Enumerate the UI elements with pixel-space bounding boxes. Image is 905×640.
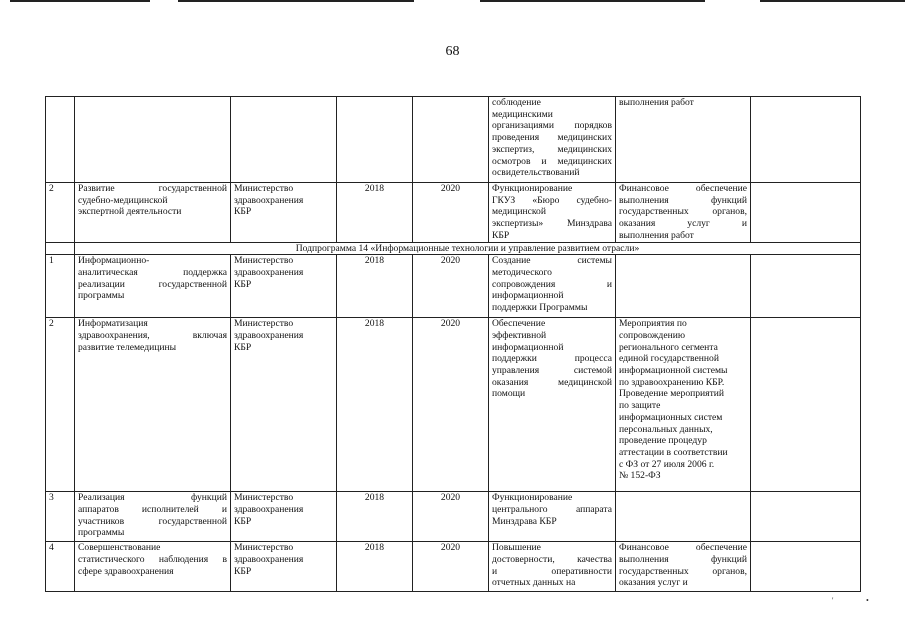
link-cell xyxy=(616,542,751,592)
text-line: здравоохранения xyxy=(234,329,304,341)
text-line: Проведение мероприятий xyxy=(619,388,725,400)
link-cell xyxy=(616,492,751,542)
text-line: сфере здравоохранения xyxy=(78,565,174,577)
text-line: Создание системы xyxy=(492,255,612,267)
text-line: сопровождению xyxy=(619,329,686,341)
text-line: по защите xyxy=(619,400,661,412)
text-line: отчетных данных на xyxy=(492,577,576,589)
text-line: здравоохранения, включая xyxy=(78,329,227,341)
text-line: информационных систем xyxy=(619,411,723,423)
start-year-cell xyxy=(337,97,413,183)
text-line: развитие телемедицины xyxy=(78,341,177,353)
text-line: программы xyxy=(78,527,125,539)
text-line: оказания услуг и xyxy=(619,577,688,589)
page-number: 68 xyxy=(445,44,460,59)
table-row xyxy=(46,492,861,542)
text-line: участников государственной xyxy=(78,515,227,527)
top-rule-4 xyxy=(760,0,905,2)
text-line: аппаратов исполнителей и xyxy=(78,503,227,515)
start-year-cell: 2018 xyxy=(337,492,413,542)
text-line: Информатизация xyxy=(78,318,148,330)
executor-cell xyxy=(231,183,337,243)
measure-name-cell xyxy=(75,255,231,318)
text-line: Обеспечение xyxy=(492,318,546,330)
empty-cell xyxy=(751,183,861,243)
link-cell xyxy=(616,183,751,243)
text-line: Финансовое обеспечение xyxy=(619,542,747,554)
empty-cell xyxy=(751,97,861,183)
text-line: Информационно- xyxy=(78,255,150,267)
text-line: информационной xyxy=(492,290,564,302)
executor-cell xyxy=(231,318,337,492)
start-year-cell: 2018 xyxy=(337,255,413,318)
table-row xyxy=(46,318,861,492)
measures-table xyxy=(45,96,861,592)
empty-cell xyxy=(751,492,861,542)
executor-cell xyxy=(231,97,337,183)
text-line: Повышение xyxy=(492,542,541,554)
row-number-cell xyxy=(46,97,75,183)
executor-cell xyxy=(231,255,337,318)
text-line: Министерство xyxy=(234,255,294,267)
end-year-cell: 2020 xyxy=(413,183,489,243)
end-year-cell: 2020 xyxy=(413,492,489,542)
measure-name-cell xyxy=(75,492,231,542)
text-line: реализации государственной xyxy=(78,278,227,290)
executor-cell xyxy=(231,542,337,592)
subprogram-row xyxy=(46,242,861,255)
expected-result-cell xyxy=(489,97,616,183)
text-line: КБР xyxy=(234,278,252,290)
empty-cell xyxy=(751,542,861,592)
text-line: № 152-ФЗ xyxy=(619,470,661,482)
text-line: здравоохранения xyxy=(234,266,304,278)
empty-cell xyxy=(751,255,861,318)
row-number-cell: 1 xyxy=(46,255,75,318)
text-line: КБР xyxy=(492,229,510,241)
text-line: экспертной деятельности xyxy=(78,206,182,218)
text-line: соблюдение xyxy=(492,97,541,108)
measure-name-cell xyxy=(75,542,231,592)
text-line: проведения медицинских xyxy=(492,132,612,144)
text-line: оказания услуг и xyxy=(619,218,747,230)
text-line: Совершенствование xyxy=(78,542,161,554)
text-line: методического xyxy=(492,266,552,278)
text-line: здравоохранения xyxy=(234,194,304,206)
expected-result-cell xyxy=(489,318,616,492)
text-line: Министерство xyxy=(234,542,294,554)
row-number-cell: 3 xyxy=(46,492,75,542)
text-line: государственных органов, xyxy=(619,206,747,218)
end-year-cell xyxy=(413,97,489,183)
row-number-cell: 4 xyxy=(46,542,75,592)
measure-name-cell xyxy=(75,97,231,183)
text-line: Реализация функций xyxy=(78,492,227,504)
text-line: медицинскими xyxy=(492,108,553,120)
text-line: экспертизы» Минздрава xyxy=(492,218,612,230)
text-line: ГКУЗ «Бюро судебно- xyxy=(492,194,612,206)
text-line: Министерство xyxy=(234,492,294,504)
text-line: Министерство xyxy=(234,183,294,194)
text-line: КБР xyxy=(234,206,252,218)
text-line: помощи xyxy=(492,388,526,400)
text-line: организациями порядков xyxy=(492,120,612,132)
text-line: оказания медицинской xyxy=(492,376,612,388)
text-line: по здравоохранению КБР. xyxy=(619,376,725,388)
start-year-cell: 2018 xyxy=(337,542,413,592)
text-line: поддержки процесса xyxy=(492,353,612,365)
text-line: поддержки Программы xyxy=(492,302,588,314)
text-line: медицинской xyxy=(492,206,546,218)
text-line: с ФЗ от 27 июля 2006 г. xyxy=(619,458,715,470)
row-number-cell: 2 xyxy=(46,183,75,243)
text-line: Функционирование xyxy=(492,492,573,504)
text-line: экспертиз, медицинских xyxy=(492,143,612,155)
text-line: и оперативности xyxy=(492,565,612,577)
expected-result-cell xyxy=(489,542,616,592)
text-line: здравоохранения xyxy=(234,553,304,565)
table-row xyxy=(46,542,861,592)
text-line: освидетельствований xyxy=(492,167,580,179)
text-line: сопровождения и xyxy=(492,278,612,290)
text-line: единой государственной xyxy=(619,353,719,365)
empty-cell xyxy=(46,242,75,255)
text-line: выполнения работ xyxy=(619,97,694,108)
text-line: достоверности, качества xyxy=(492,553,612,565)
text-line: Функционирование xyxy=(492,183,573,194)
scan-mark: ' xyxy=(832,596,834,605)
text-line: Финансовое обеспечение xyxy=(619,183,747,194)
text-line: КБР xyxy=(234,565,252,577)
link-cell xyxy=(616,255,751,318)
text-line: программы xyxy=(78,290,125,302)
measure-name-cell xyxy=(75,183,231,243)
text-line: Минздрава КБР xyxy=(492,515,557,527)
table-row xyxy=(46,255,861,318)
start-year-cell: 2018 xyxy=(337,318,413,492)
end-year-cell: 2020 xyxy=(413,318,489,492)
text-line: КБР xyxy=(234,341,252,353)
link-cell xyxy=(616,97,751,183)
text-line: осмотров и медицинских xyxy=(492,155,612,167)
table-row xyxy=(46,183,861,243)
text-line: аттестации в соответствии xyxy=(619,446,728,458)
end-year-cell: 2020 xyxy=(413,542,489,592)
text-line: эффективной xyxy=(492,329,547,341)
text-line: здравоохранения xyxy=(234,503,304,515)
text-line: статистического наблюдения в xyxy=(78,553,227,565)
text-line: Министерство xyxy=(234,318,294,330)
expected-result-cell xyxy=(489,255,616,318)
top-rule-3 xyxy=(480,0,705,2)
top-rule-1 xyxy=(10,0,150,2)
text-line: судебно-медицинской xyxy=(78,194,168,206)
start-year-cell: 2018 xyxy=(337,183,413,243)
text-line: государственных органов, xyxy=(619,565,747,577)
subprogram-title: Подпрограмма 14 «Информационные технологии и управление развитием отрасли» xyxy=(75,242,861,255)
text-line: выполнения функций xyxy=(619,194,747,206)
text-line: управления системой xyxy=(492,365,612,377)
text-line: выполнения работ xyxy=(619,229,694,241)
text-line: информационной системы xyxy=(619,365,728,377)
end-year-cell: 2020 xyxy=(413,255,489,318)
text-line: Развитие государственной xyxy=(78,183,227,194)
empty-cell xyxy=(751,318,861,492)
measure-name-cell xyxy=(75,318,231,492)
table-row xyxy=(46,97,861,183)
text-line: регионального сегмента xyxy=(619,341,718,353)
text-line: центрального аппарата xyxy=(492,503,612,515)
row-number-cell: 2 xyxy=(46,318,75,492)
text-line: выполнения функций xyxy=(619,553,747,565)
text-line: КБР xyxy=(234,515,252,527)
top-rule-2 xyxy=(178,0,414,2)
text-line: Мероприятия по xyxy=(619,318,687,330)
executor-cell xyxy=(231,492,337,542)
expected-result-cell xyxy=(489,183,616,243)
text-line: аналитическая поддержка xyxy=(78,266,227,278)
text-line: информационной xyxy=(492,341,564,353)
scan-mark: • xyxy=(866,596,869,605)
text-line: проведение процедур xyxy=(619,435,707,447)
expected-result-cell xyxy=(489,492,616,542)
text-line: персональных данных, xyxy=(619,423,713,435)
link-cell xyxy=(616,318,751,492)
